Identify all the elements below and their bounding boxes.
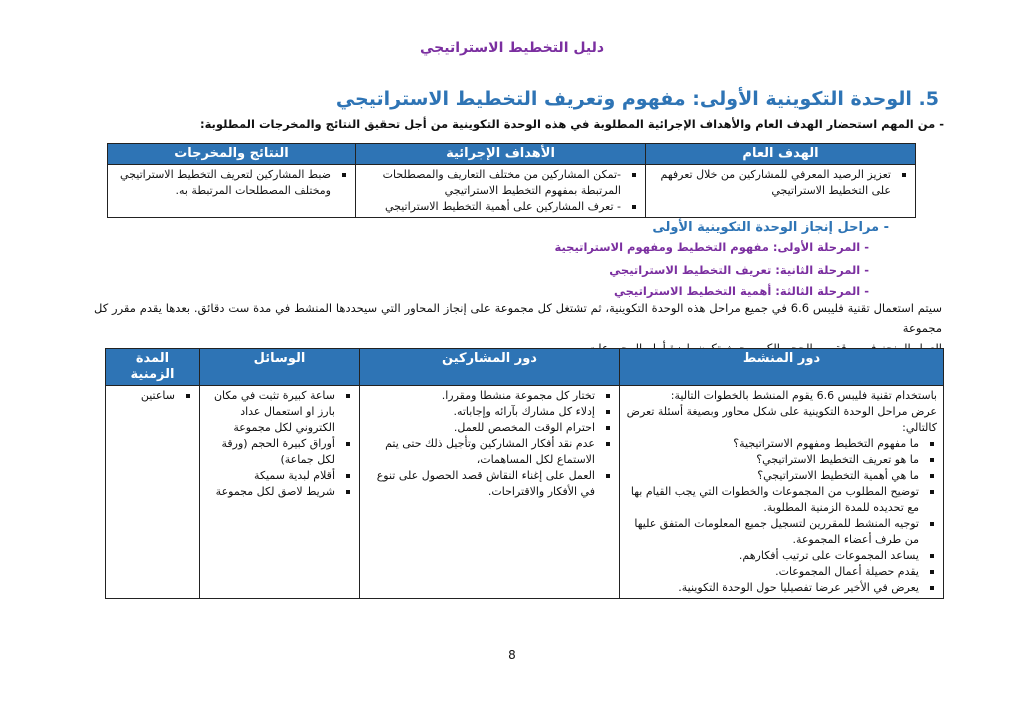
facilitator-cell xyxy=(620,386,944,599)
table-row xyxy=(108,165,916,218)
list-item: يعرض في الأخير عرضا تفصيليا حول الوحدة التكوينية. xyxy=(626,580,937,596)
participants-cell xyxy=(360,386,620,599)
stages-title: - مراحل إنجاز الوحدة التكوينية الأولى xyxy=(652,220,889,235)
general-goal-cell xyxy=(646,165,916,218)
objectives-table xyxy=(107,143,916,218)
list-item: يساعد المجموعات على ترتيب أفكارهم. xyxy=(626,548,937,564)
header-procedural-goals: الأهداف الإجرائية xyxy=(356,144,646,165)
header-participants-role: دور المشاركين xyxy=(360,349,620,386)
list-item: - تعرف المشاركين على أهمية التخطيط الاستراتيجي xyxy=(362,199,639,215)
paragraph-line: سيتم استعمال تقنية فليبس 6.6 في جميع مراحل هذه الوحدة التكوينية، ثم تشتغل كل مجموعة على إنجاز المحاور التي سيحددها المنشط في مدة ست دقائق. بعدها يقدم مقرر كل مجموعة xyxy=(94,301,942,335)
means-cell xyxy=(200,386,360,599)
list-item: توضيح المطلوب من المجموعات والخطوات التي يجب القيام بها مع تحديده للمدة الزمنية المطلوبة. xyxy=(626,484,937,516)
facilitator-text: عرض مراحل الوحدة التكوينية على شكل محاور وبصيغة أسئلة تعرض كالتالي: xyxy=(626,405,937,434)
list-item: عدم نقد أفكار المشاركين وتأجيل ذلك حتى يتم الاستماع لكل المساهمات، xyxy=(366,436,613,468)
list-item: يقدم حصيلة أعمال المجموعات. xyxy=(626,564,937,580)
list-item: إدلاء كل مشارك بآرائه وإجاباته. xyxy=(366,404,613,420)
list-item: ضبط المشاركين لتعريف التخطيط الاستراتيجي ومختلف المصطلحات المرتبطة به. xyxy=(114,167,349,199)
stage-item: - المرحلة الأولى: مفهوم التخطيط ومفهوم الاستراتيجية xyxy=(554,240,869,254)
header-general-goal: الهدف العام xyxy=(646,144,916,165)
header-duration: المدة الزمنية xyxy=(106,349,200,386)
activity-table-header xyxy=(106,349,944,386)
list-item: تختار كل مجموعة منشطا ومقررا. xyxy=(366,388,613,404)
header-facilitator-role: دور المنشط xyxy=(620,349,944,386)
page-number: 8 xyxy=(508,648,516,662)
list-item: ما مفهوم التخطيط ومفهوم الاستراتيجية؟ xyxy=(626,436,937,452)
list-item: ساعة كبيرة تثبت في مكان بارز او استعمال عداد الكتروني لكل مجموعة xyxy=(206,388,353,436)
header-outputs: النتائج والمخرجات xyxy=(108,144,356,165)
list-item: أقلام لبدية سميكة xyxy=(206,468,353,484)
list-item: أوراق كبيرة الحجم (ورقة لكل جماعة) xyxy=(206,436,353,468)
list-item: ما هي أهمية التخطيط الاستراتيجي؟ xyxy=(626,468,937,484)
page-header-title: دليل التخطيط الاستراتيجي xyxy=(419,40,605,56)
list-item: -تمكن المشاركين من مختلف التعاريف والمصطلحات المرتبطة بمفهوم التخطيط الاستراتيجي xyxy=(362,167,639,199)
stage-item: - المرحلة الثانية: تعريف التخطيط الاستراتيجي xyxy=(609,263,869,277)
outputs-cell xyxy=(108,165,356,218)
general-goal-text: تعزيز الرصيد المعرفي للمشاركين من خلال تعرفهم على التخطيط الاستراتيجي xyxy=(652,167,909,199)
list-item: شريط لاصق لكل مجموعة xyxy=(206,484,353,500)
procedural-goals-cell xyxy=(356,165,646,218)
header-means: الوسائل xyxy=(200,349,360,386)
list-item: ما هو تعريف التخطيط الاستراتيجي؟ xyxy=(626,452,937,468)
stage-item: - المرحلة الثالثة: أهمية التخطيط الاستراتيجي xyxy=(613,284,869,298)
objectives-table-header xyxy=(108,144,916,165)
facilitator-intro: باستخدام تقنية فليبس 6.6 يقوم المنشط بالخطوات التالية: xyxy=(670,389,937,402)
section-intro: - من المهم استحضار الهدف العام والأهداف الإجرائية المطلوبة في هذه الوحدة التكوينية من أجل تحقيق النتائج والمخرجات المطلوبة: xyxy=(199,117,944,131)
list-item: توجيه المنشط للمقررين لتسجيل جميع المعلومات المتفق عليها من طرف أعضاء المجموعة. xyxy=(626,516,937,548)
table-row xyxy=(106,386,944,599)
activity-table xyxy=(105,348,944,599)
list-item: احترام الوقت المخصص للعمل. xyxy=(366,420,613,436)
list-item: ساعتين xyxy=(112,388,193,404)
section-title: 5. الوحدة التكوينية الأولى: مفهوم وتعريف التخطيط الاستراتيجي xyxy=(335,88,939,110)
duration-cell xyxy=(106,386,200,599)
list-item: العمل على إغناء النقاش قصد الحصول على تنوع في الأفكار والاقتراحات. xyxy=(366,468,613,500)
